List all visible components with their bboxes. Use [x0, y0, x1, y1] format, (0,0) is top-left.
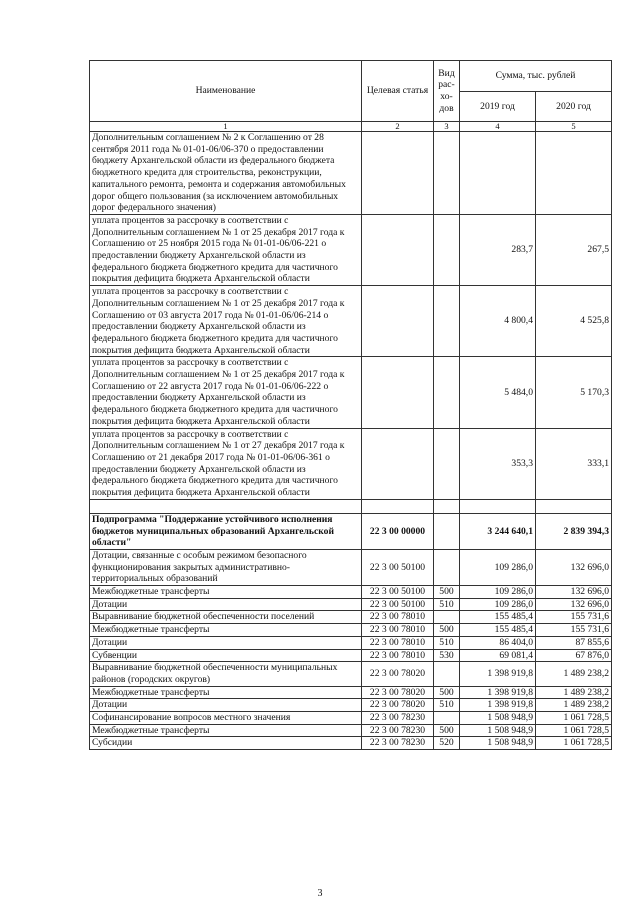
row-code: 22 3 00 78010: [362, 624, 434, 637]
table-row: [90, 724, 612, 737]
row-kind: [434, 611, 460, 624]
row-value-2019: 3 244 640,1: [460, 513, 536, 549]
row-kind: 510: [434, 598, 460, 611]
row-value-2020: 1 489 238,2: [536, 686, 612, 699]
row-value-2019: 155 485,4: [460, 624, 536, 637]
row-value-2019: 86 404,0: [460, 636, 536, 649]
header-target-article: Целевая статья: [362, 61, 434, 122]
row-code: 22 3 00 78230: [362, 737, 434, 750]
row-value-2020: 4 525,8: [536, 286, 612, 357]
row-kind: 520: [434, 737, 460, 750]
row-value-2019: [460, 132, 536, 215]
row-value-2019: 1 508 948,9: [460, 712, 536, 725]
row-kind: 500: [434, 724, 460, 737]
table-row: [90, 737, 612, 750]
row-value-2020: 155 731,6: [536, 611, 612, 624]
row-name: Субвенции: [90, 649, 362, 662]
row-code: [362, 286, 434, 357]
row-value-2019: 4 800,4: [460, 286, 536, 357]
row-value-2019: 1 398 919,8: [460, 699, 536, 712]
table-row: [90, 214, 612, 285]
column-index: 2: [362, 122, 434, 132]
row-value-2020: 155 731,6: [536, 624, 612, 637]
row-code: [362, 214, 434, 285]
table-row: [90, 132, 612, 215]
row-name: уплата процентов за рассрочку в соответствии с Дополнительным соглашением № 1 от 25 декабря 2017 года к Соглашению от 22 августа 2017 года № 01-01-06/06-222 о предоставлении бюджету Архангельской области из федерального бюджета бюджетного кредита для частичного покрытия дефицита бюджета Архангельской области: [90, 357, 362, 428]
row-name: Софинансирование вопросов местного значения: [90, 712, 362, 725]
row-code: 22 3 00 78020: [362, 699, 434, 712]
row-name: Выравнивание бюджетной обеспеченности муниципальных районов (городских округов): [90, 662, 362, 686]
row-name: Межбюджетные трансферты: [90, 586, 362, 599]
row-code: 22 3 00 50100: [362, 586, 434, 599]
row-value-2019: 69 081,4: [460, 649, 536, 662]
row-value-2019: 109 286,0: [460, 549, 536, 585]
row-kind: [434, 513, 460, 549]
row-code: [362, 499, 434, 513]
row-value-2020: 1 061 728,5: [536, 724, 612, 737]
table-row: [90, 357, 612, 428]
row-code: 22 3 00 78230: [362, 724, 434, 737]
table-row: [90, 586, 612, 599]
row-code: 22 3 00 78020: [362, 662, 434, 686]
row-kind: [434, 132, 460, 215]
row-code: [362, 132, 434, 215]
row-name: Дотации: [90, 699, 362, 712]
column-index-row: [90, 122, 612, 132]
table-row: [90, 686, 612, 699]
header-sum: Сумма, тыс. рублей: [460, 61, 612, 92]
row-code: 22 3 00 50100: [362, 598, 434, 611]
row-code: [362, 428, 434, 499]
table-row: [90, 598, 612, 611]
row-code: 22 3 00 78230: [362, 712, 434, 725]
table-row: [90, 428, 612, 499]
row-kind: 530: [434, 649, 460, 662]
table-row: [90, 549, 612, 585]
row-code: 22 3 00 78010: [362, 636, 434, 649]
row-value-2020: 2 839 394,3: [536, 513, 612, 549]
budget-table: [89, 60, 612, 750]
blank-row: [90, 499, 612, 513]
row-value-2019: 109 286,0: [460, 598, 536, 611]
row-kind: [434, 214, 460, 285]
row-value-2019: 109 286,0: [460, 586, 536, 599]
row-name: Дотации: [90, 636, 362, 649]
row-value-2020: 1 489 238,2: [536, 699, 612, 712]
row-value-2019: 1 398 919,8: [460, 686, 536, 699]
column-index: 1: [90, 122, 362, 132]
row-value-2019: 5 484,0: [460, 357, 536, 428]
row-kind: [434, 499, 460, 513]
row-name: Выравнивание бюджетной обеспеченности поселений: [90, 611, 362, 624]
row-value-2020: [536, 499, 612, 513]
row-value-2020: 132 696,0: [536, 586, 612, 599]
row-value-2020: 1 061 728,5: [536, 737, 612, 750]
row-code: 22 3 00 50100: [362, 549, 434, 585]
row-value-2019: [460, 499, 536, 513]
header-year-2019: 2019 год: [460, 92, 536, 122]
row-code: 22 3 00 78010: [362, 649, 434, 662]
row-value-2020: 1 061 728,5: [536, 712, 612, 725]
table-row: [90, 699, 612, 712]
row-kind: [434, 549, 460, 585]
table-row: [90, 712, 612, 725]
page-number: 3: [317, 888, 323, 899]
row-kind: [434, 286, 460, 357]
row-code: 22 3 00 00000: [362, 513, 434, 549]
table-row: [90, 624, 612, 637]
row-value-2019: 1 508 948,9: [460, 737, 536, 750]
column-index: 5: [536, 122, 612, 132]
row-name: [90, 499, 362, 513]
table-row: [90, 662, 612, 686]
column-index: 3: [434, 122, 460, 132]
subprogram-row: [90, 513, 612, 549]
row-value-2019: 1 508 948,9: [460, 724, 536, 737]
table-row: [90, 611, 612, 624]
row-code: 22 3 00 78020: [362, 686, 434, 699]
row-kind: 500: [434, 686, 460, 699]
table-row: [90, 649, 612, 662]
row-name: уплата процентов за рассрочку в соответствии с Дополнительным соглашением № 1 от 25 декабря 2017 года к Соглашению от 03 августа 2017 года № 01-01-06/06-214 о предоставлении бюджету Архангельской области из федерального бюджета бюджетного кредита для частичного покрытия дефицита бюджета Архангельской области: [90, 286, 362, 357]
row-kind: 510: [434, 699, 460, 712]
row-name: уплата процентов за рассрочку в соответствии с Дополнительным соглашением № 1 от 25 декабря 2017 года к Соглашению от 25 ноября 2015 года № 01-01-06/06-221 о предоставлении бюджету Архангельской области из федерального бюджета бюджетного кредита для частичного покрытия дефицита бюджета Архангельской области: [90, 214, 362, 285]
row-kind: 510: [434, 636, 460, 649]
row-name: Подпрограмма "Поддержание устойчивого исполнения бюджетов муниципальных образований Архангельской области": [90, 513, 362, 549]
row-name: Субсидии: [90, 737, 362, 750]
row-value-2020: 5 170,3: [536, 357, 612, 428]
header-expense-kind: Вид рас- хо- дов: [434, 61, 460, 122]
row-kind: [434, 662, 460, 686]
row-kind: 500: [434, 624, 460, 637]
table-row: [90, 286, 612, 357]
row-value-2020: [536, 132, 612, 215]
row-value-2020: 132 696,0: [536, 598, 612, 611]
row-value-2019: 353,3: [460, 428, 536, 499]
table-row: [90, 636, 612, 649]
row-code: 22 3 00 78010: [362, 611, 434, 624]
row-kind: [434, 428, 460, 499]
row-value-2020: 87 855,6: [536, 636, 612, 649]
column-index: 4: [460, 122, 536, 132]
row-code: [362, 357, 434, 428]
row-value-2020: 267,5: [536, 214, 612, 285]
row-value-2019: 155 485,4: [460, 611, 536, 624]
header-year-2020: 2020 год: [536, 92, 612, 122]
row-kind: [434, 357, 460, 428]
row-name: Межбюджетные трансферты: [90, 624, 362, 637]
row-value-2020: 333,1: [536, 428, 612, 499]
row-value-2019: 283,7: [460, 214, 536, 285]
row-value-2020: 67 876,0: [536, 649, 612, 662]
row-name: Межбюджетные трансферты: [90, 724, 362, 737]
row-name: Межбюджетные трансферты: [90, 686, 362, 699]
row-name: Дополнительным соглашением № 2 к Соглашению от 28 сентября 2011 года № 01-01-06/06-370 о предоставлении бюджету Архангельской области из федерального бюджета бюджетного кредита для строительства, реконструкции, капитального ремонта, ремонта и содержания автомобильных дорог общего пользования (за исключением автомобильных дорог федерального значения): [90, 132, 362, 215]
row-kind: 500: [434, 586, 460, 599]
row-value-2019: 1 398 919,8: [460, 662, 536, 686]
row-name: Дотации: [90, 598, 362, 611]
row-name: Дотации, связанные с особым режимом безопасного функционирования закрытых административно-территориальных образований: [90, 549, 362, 585]
row-kind: [434, 712, 460, 725]
header-name: Наименование: [90, 61, 362, 122]
row-name: уплата процентов за рассрочку в соответствии с Дополнительным соглашением № 1 от 27 декабря 2017 года к Соглашению от 21 декабря 2017 года № 01-01-06/06-361 о предоставлении бюджету Архангельской области из федерального бюджета бюджетного кредита для частичного покрытия дефицита бюджета Архангельской области: [90, 428, 362, 499]
row-value-2020: 1 489 238,2: [536, 662, 612, 686]
row-value-2020: 132 696,0: [536, 549, 612, 585]
